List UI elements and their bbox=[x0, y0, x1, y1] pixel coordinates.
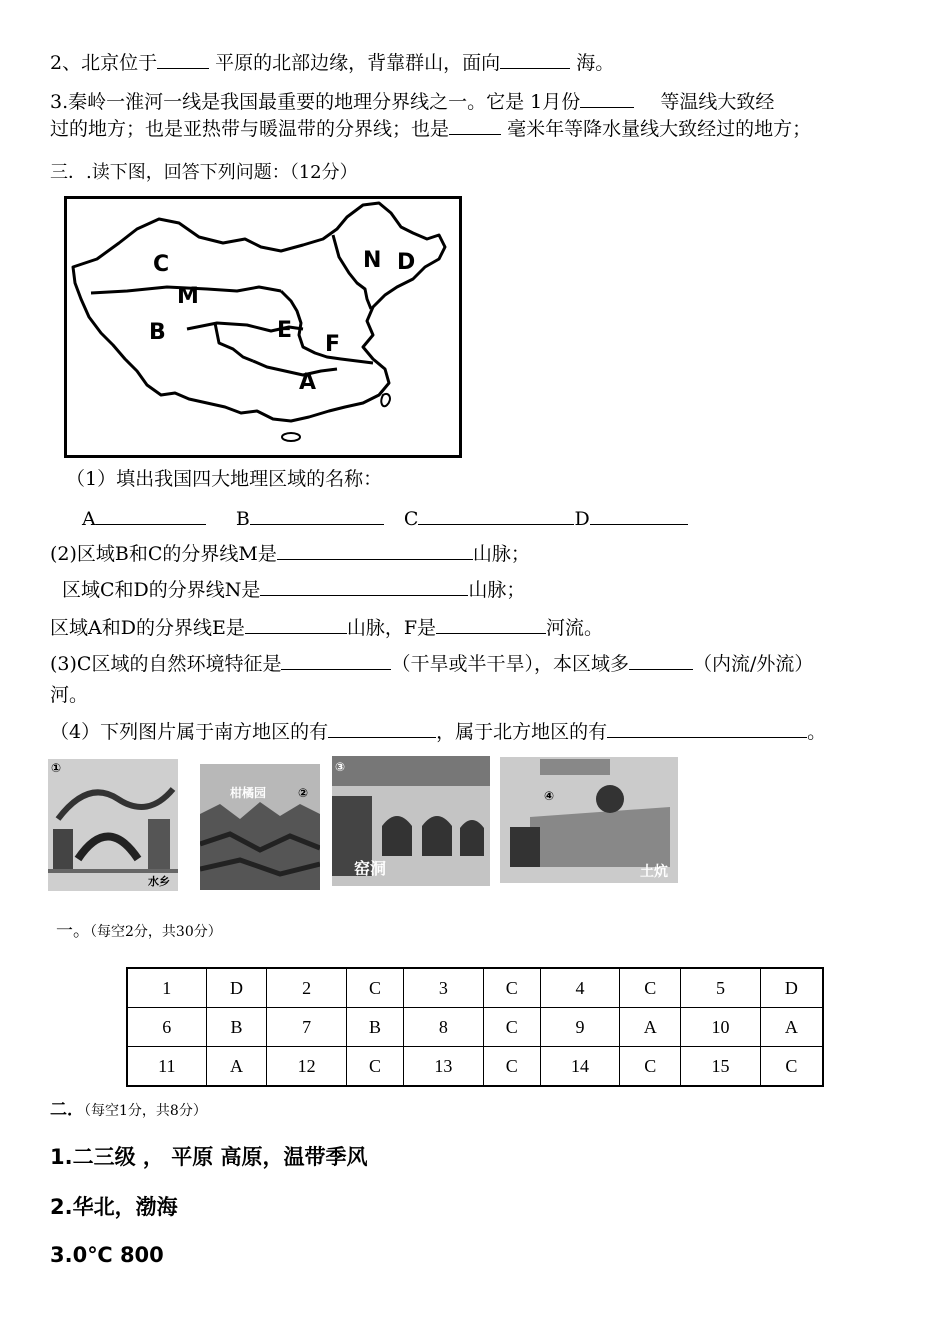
question-number-cell: 2 bbox=[267, 968, 347, 1008]
answer-2: 2.华北，渤海 bbox=[50, 1195, 178, 1219]
region-label-b: B bbox=[149, 320, 166, 345]
answer-blank-south[interactable] bbox=[328, 717, 436, 738]
question-number-cell: 11 bbox=[127, 1047, 206, 1087]
sub-question-1-blanks: A B C D bbox=[82, 504, 688, 532]
picture-number: ① bbox=[51, 761, 62, 775]
answer-blank[interactable] bbox=[245, 613, 347, 634]
question-number-cell: 1 bbox=[127, 968, 206, 1008]
line-label-m: M bbox=[177, 284, 199, 309]
picture-water-town bbox=[48, 759, 178, 891]
region-label-a: A bbox=[299, 370, 317, 395]
answer-cell: A bbox=[760, 1008, 823, 1047]
sub-question-3-line-1: (3)C区域的自然环境特征是 （干旱或半干旱），本区域多 （内流/外流） bbox=[50, 649, 813, 677]
answer-blank[interactable] bbox=[436, 613, 546, 634]
picture-orange-grove bbox=[200, 764, 320, 890]
answer-cell: D bbox=[206, 968, 267, 1008]
answer-blank[interactable] bbox=[580, 87, 634, 108]
region-label-c: C bbox=[153, 252, 170, 277]
answer-cell: C bbox=[347, 968, 404, 1008]
answer-blank[interactable] bbox=[281, 649, 391, 670]
answer-blank[interactable] bbox=[277, 539, 473, 560]
question-number-cell: 10 bbox=[681, 1008, 761, 1047]
answer-cell: C bbox=[620, 1047, 681, 1087]
answer-table-row bbox=[127, 968, 823, 1008]
answer-1: 1.二三级 ， 平原 高原，温带季风 bbox=[50, 1145, 368, 1169]
sub-question-4: （4）下列图片属于南方地区的有 ，属于北方地区的有 。 bbox=[50, 717, 826, 745]
map-outline bbox=[67, 199, 459, 455]
question-3-line-2: 过的地方；也是亚热带与暖温带的分界线；也是 毫米年等降水量线大致经过的地方； bbox=[50, 114, 811, 142]
answer-table bbox=[126, 967, 824, 1087]
river-label-f: F bbox=[325, 332, 341, 357]
question-3-line-1: 3.秦岭一淮河一线是我国最重要的地理分界线之一。它是 1月份 等温线大致经 bbox=[50, 87, 774, 115]
answer-part-2-heading: 二．（每空1分，共8分） bbox=[50, 1100, 207, 1120]
picture-number: ③ bbox=[335, 760, 346, 774]
answer-blank-b[interactable] bbox=[250, 504, 384, 525]
answer-table-row bbox=[127, 1047, 823, 1087]
question-number-cell: 14 bbox=[540, 1047, 620, 1087]
picture-label: 土炕 bbox=[640, 864, 668, 880]
picture-cave-dwelling bbox=[332, 756, 490, 886]
question-number-cell: 8 bbox=[404, 1008, 484, 1047]
answer-cell: C bbox=[620, 968, 681, 1008]
answer-blank[interactable] bbox=[260, 575, 468, 596]
line-label-e: E bbox=[277, 318, 293, 343]
sub-question-2-line-1: (2)区域B和C的分界线M是 山脉； bbox=[50, 539, 530, 567]
orange-grove-sketch bbox=[200, 764, 320, 890]
answer-cell: C bbox=[483, 968, 540, 1008]
answer-cell: C bbox=[760, 1047, 823, 1087]
answer-cell: A bbox=[206, 1047, 267, 1087]
answer-part-1-heading: 一。（每空2分，共30分） bbox=[56, 921, 222, 941]
line-label-n: N bbox=[363, 248, 382, 273]
question-number-cell: 13 bbox=[404, 1047, 484, 1087]
answer-cell: D bbox=[760, 968, 823, 1008]
answer-cell: C bbox=[483, 1047, 540, 1087]
sub-question-1: （1）填出我国四大地理区域的名称： bbox=[66, 468, 383, 490]
picture-number: ② bbox=[298, 786, 309, 800]
question-number-cell: 5 bbox=[681, 968, 761, 1008]
answer-cell: C bbox=[347, 1047, 404, 1087]
section-3-title: 三．.读下图，回答下列问题：（12分） bbox=[50, 162, 358, 183]
water-town-sketch bbox=[48, 759, 178, 891]
sub-question-3-line-2: 河。 bbox=[50, 684, 89, 706]
answer-blank-north[interactable] bbox=[607, 717, 807, 738]
question-number-cell: 4 bbox=[540, 968, 620, 1008]
sub-question-2-line-3: 区域A和D的分界线E是 山脉，F是 河流。 bbox=[50, 613, 603, 641]
sub-question-2-line-2: 区域C和D的分界线N是 山脉； bbox=[62, 575, 525, 603]
question-number-cell: 15 bbox=[681, 1047, 761, 1087]
answer-table-row bbox=[127, 1008, 823, 1047]
question-number-cell: 7 bbox=[267, 1008, 347, 1047]
picture-label: 水乡 bbox=[148, 875, 170, 888]
answer-blank[interactable] bbox=[157, 48, 209, 69]
answer-cell: A bbox=[620, 1008, 681, 1047]
question-number-cell: 6 bbox=[127, 1008, 206, 1047]
question-number-cell: 12 bbox=[267, 1047, 347, 1087]
question-2: 2、北京位于 平原的北部边缘，背靠群山，面向 海。 bbox=[50, 48, 614, 76]
answer-blank[interactable] bbox=[500, 48, 570, 69]
question-number-cell: 9 bbox=[540, 1008, 620, 1047]
answer-blank-c[interactable] bbox=[418, 504, 574, 525]
answer-cell: B bbox=[206, 1008, 267, 1047]
picture-heated-bed bbox=[500, 757, 678, 883]
answer-blank[interactable] bbox=[449, 114, 501, 135]
answer-blank-d[interactable] bbox=[590, 504, 688, 525]
region-label-d: D bbox=[397, 250, 416, 275]
answer-3: 3.0℃ 800 bbox=[50, 1243, 164, 1267]
picture-label: 柑橘园 bbox=[230, 786, 267, 800]
answer-blank-a[interactable] bbox=[96, 504, 206, 525]
question-number-cell: 3 bbox=[404, 968, 484, 1008]
answer-blank[interactable] bbox=[629, 649, 693, 670]
picture-number: ④ bbox=[544, 789, 555, 803]
answer-cell: B bbox=[347, 1008, 404, 1047]
china-map bbox=[64, 196, 462, 458]
answer-cell: C bbox=[483, 1008, 540, 1047]
picture-label: 窑洞 bbox=[354, 859, 387, 878]
